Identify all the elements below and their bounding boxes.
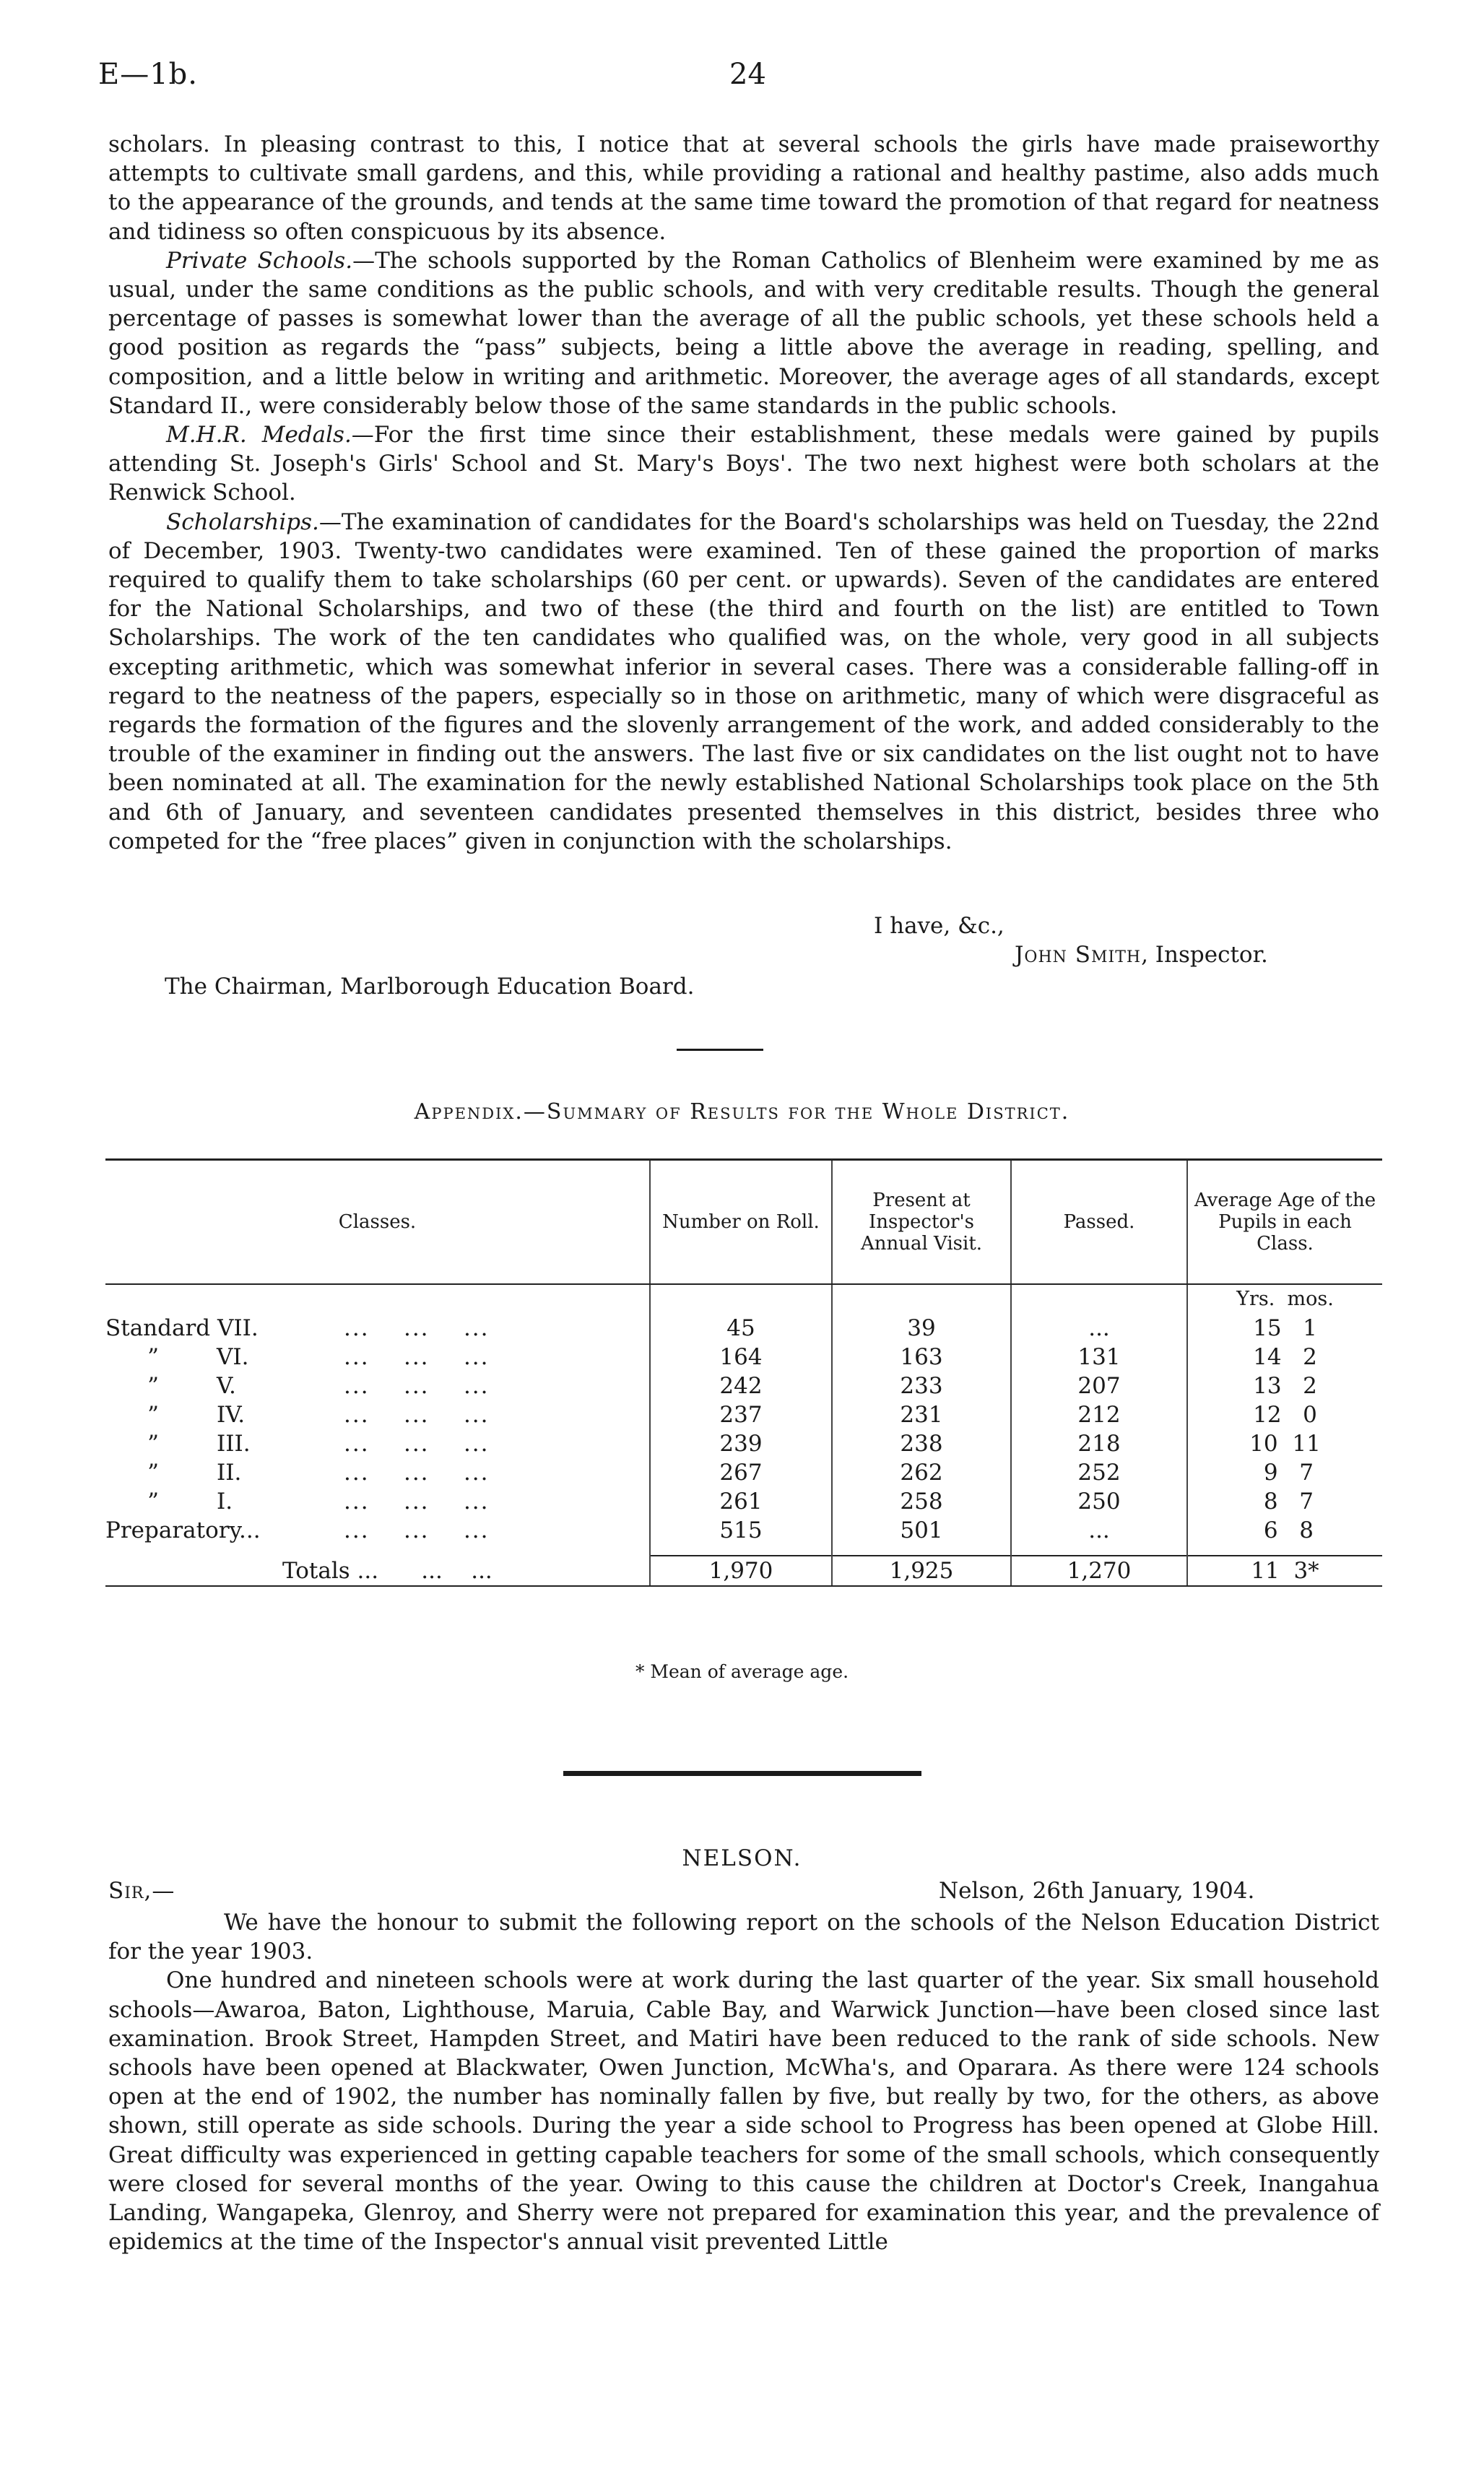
medals-text: —For the first time since their establishment, these medals were gained by pupils attending St. Joseph's Girls' School and St. Mary's Boys'. The two next highest were both scholars at the Renwick School. [108, 422, 1379, 506]
column-header-age: Average Age of the Pupils in each Class. [1187, 1160, 1382, 1285]
parliamentary-paper-code: E—1b. [98, 58, 198, 91]
roll-cell: 242 [650, 1372, 832, 1400]
present-cell: 163 [832, 1343, 1011, 1372]
table-row [105, 1429, 1382, 1458]
age-cell: 6 8 [1187, 1516, 1382, 1545]
roll-cell: 267 [650, 1458, 832, 1487]
section-divider [677, 1049, 763, 1051]
table-row [105, 1516, 1382, 1545]
passed-cell: 252 [1011, 1458, 1187, 1487]
class-label: Standard VII. [105, 1315, 259, 1341]
totals-roll: 1,970 [650, 1556, 832, 1586]
results-table [105, 1158, 1382, 1587]
column-header-roll: Number on Roll. [650, 1160, 832, 1285]
table-row [105, 1458, 1382, 1487]
leader-dots: ... ... ... [344, 1315, 490, 1341]
age-cell: 10 11 [1187, 1429, 1382, 1458]
roll-cell: 515 [650, 1516, 832, 1545]
class-cell [105, 1314, 650, 1343]
leader-dots: ... ... ... [344, 1460, 490, 1486]
class-label: ” II. [147, 1460, 242, 1486]
nelson-body [108, 1908, 1379, 2256]
class-label: ” III. [147, 1431, 251, 1457]
nelson-heading: NELSON. [682, 1845, 802, 1871]
table-row [105, 1343, 1382, 1372]
age-cell: 13 2 [1187, 1372, 1382, 1400]
age-cell: 15 1 [1187, 1314, 1382, 1343]
age-cell: 12 0 [1187, 1400, 1382, 1429]
age-units: Yrs. mos. [1187, 1284, 1382, 1314]
closing-line: I have, &c., [874, 913, 1004, 939]
page-number: 24 [729, 58, 766, 91]
age-cell: 9 7 [1187, 1458, 1382, 1487]
passed-cell: 218 [1011, 1429, 1187, 1458]
dateline: Nelson, 26th January, 1904. [939, 1878, 1255, 1904]
leader-dots: ... ... ... [344, 1489, 490, 1515]
report-body [108, 130, 1379, 856]
private-schools-text: —The schools supported by the Roman Catholics of Blenheim were examined by me as usual, under the same conditions as the public schools, and with very creditable results. Though the general percentage of passes is somewhat lower than the average of all the public schools, yet these schools held a good position as regards the “pass” subjects, being a little above the average in reading, spelling, and composition, and a little below in writing and arithmetic. Moreover, the average ages of all standards, except Standard II., were considerably below those of the same standards in the public schools. [108, 247, 1380, 419]
passed-cell: ... [1011, 1314, 1187, 1343]
totals-passed: 1,270 [1011, 1556, 1187, 1586]
roll-cell: 239 [650, 1429, 832, 1458]
signature-name: John Smith [1015, 942, 1142, 968]
signature-title: , Inspector. [1141, 942, 1268, 968]
leader-dots: ... ... ... [344, 1402, 490, 1428]
class-cell [105, 1343, 650, 1372]
class-cell [105, 1372, 650, 1400]
paragraph-gardens: scholars. In pleasing contrast to this, I notice that at several schools the girls have made praiseworthy attempts to cultivate small gardens, and this, while providing a rational and healthy pastime, also adds much to the appearance of the grounds, and tends at the same time toward the promotion of that regard for neatness and tidiness so often conspicuous by its absence. [108, 131, 1379, 245]
age-cell: 8 7 [1187, 1487, 1382, 1516]
results-body [105, 1284, 1382, 1586]
class-cell [105, 1400, 650, 1429]
heading-private-schools: Private Schools. [166, 247, 353, 274]
leader-dots: ... ... ... [344, 1344, 490, 1370]
present-cell: 262 [832, 1458, 1011, 1487]
addressee: The Chairman, Marlborough Education Board. [165, 974, 695, 1000]
signature [1015, 942, 1268, 968]
class-cell [105, 1458, 650, 1487]
table-header-row [105, 1160, 1382, 1285]
roll-cell: 164 [650, 1343, 832, 1372]
table-row [105, 1372, 1382, 1400]
appendix-title: Appendix.—Summary of Results for the Whole District. [414, 1099, 1070, 1125]
table-row [105, 1314, 1382, 1343]
present-cell: 231 [832, 1400, 1011, 1429]
present-cell: 39 [832, 1314, 1011, 1343]
paragraph-scholarships [108, 508, 1379, 856]
totals-label: Totals ... ... ... [105, 1556, 650, 1586]
class-label: ” VI. [147, 1344, 249, 1370]
paragraph-nelson-intro: We have the honour to submit the following report on the schools of the Nelson Education District for the year 1903. [108, 1910, 1379, 1965]
class-label: ” V. [147, 1373, 236, 1399]
passed-cell: 207 [1011, 1372, 1187, 1400]
roll-cell: 45 [650, 1314, 832, 1343]
leader-dots: ... ... ... [344, 1431, 490, 1457]
heading-scholarships: Scholarships. [166, 508, 319, 535]
footnote: * Mean of average age. [635, 1661, 849, 1682]
leader-dots: ... ... ... [344, 1517, 490, 1543]
section-divider-thick [563, 1771, 921, 1776]
passed-cell: 250 [1011, 1487, 1187, 1516]
totals-row [105, 1556, 1382, 1586]
paragraph-medals [108, 420, 1379, 508]
class-cell [105, 1516, 650, 1545]
salutation: Sir,— [108, 1878, 175, 1904]
column-header-classes: Classes. [105, 1160, 650, 1285]
paragraph-private-schools [108, 246, 1379, 420]
totals-present: 1,925 [832, 1556, 1011, 1586]
roll-cell: 237 [650, 1400, 832, 1429]
passed-cell: ... [1011, 1516, 1187, 1545]
paragraph-nelson-schools: One hundred and nineteen schools were at work during the last quarter of the year. Six small household schools—Awaroa, Baton, Lighthouse, Maruia, Cable Bay, and Warwick Junction—have been closed since last examination. Brook Street, Hampden Street, and Matiri have been reduced to the rank of side schools. New schools have been opened at Blackwater, Owen Junction, McWha's, and Oparara. As there were 124 schools open at the end of 1902, the number has nominally fallen by five, but really by two, for the others, as above shown, still operate as side schools. During the year a side school to Progress has been opened at Globe Hill. Great difficulty was experienced in getting capable teachers for some of the small schools, which consequently were closed for several months of the year. Owing to this cause the children at Doctor's Creek, Inangahua Landing, Wangapeka, Glenroy, and Sherry were not prepared for examination this year, and the prevalence of epidemics at the time of the Inspector's annual visit prevented Little [108, 1967, 1379, 2256]
class-label: ” IV. [147, 1402, 246, 1428]
class-label: Preparatory... [105, 1517, 261, 1543]
class-label: ” I. [147, 1489, 233, 1515]
passed-cell: 212 [1011, 1400, 1187, 1429]
present-cell: 258 [832, 1487, 1011, 1516]
class-cell [105, 1429, 650, 1458]
table-row [105, 1487, 1382, 1516]
passed-cell: 131 [1011, 1343, 1187, 1372]
units-row [105, 1284, 1382, 1314]
present-cell: 501 [832, 1516, 1011, 1545]
class-cell [105, 1487, 650, 1516]
heading-medals: M.H.R. Medals. [166, 422, 352, 449]
roll-cell: 261 [650, 1487, 832, 1516]
column-header-present: Present at Inspector's Annual Visit. [832, 1160, 1011, 1285]
present-cell: 238 [832, 1429, 1011, 1458]
spacer-row [105, 1545, 1382, 1556]
table-row [105, 1400, 1382, 1429]
age-cell: 14 2 [1187, 1343, 1382, 1372]
present-cell: 233 [832, 1372, 1011, 1400]
scholarships-text: —The examination of candidates for the Board's scholarships was held on Tuesday, the 22nd of December, 1903. Twenty-two candidates were examined. Ten of these gained the proportion of marks required to qualify them to take scholarships (60 per cent. or upwards). Seven of the candidates are entered for the National Scholarships, and two of these (the third and fourth on the list) are entitled to Town Scholarships. The work of the ten candidates who qualified was, on the whole, very good in all subjects excepting arithmetic, which was somewhat inferior in several cases. There was a considerable falling-off in regard to the neatness of the papers, especially so in those on arithmetic, many of which were disgraceful as regards the formation of the figures and the slovenly arrangement of the work, and added considerably to the trouble of the examiner in finding out the answers. The last five or six candidates on the list ought not to have been nominated at all. The examination for the newly established National Scholarships took place on the 5th and 6th of January, and seventeen candidates presented themselves in this district, besides three who competed for the “free places” given in conjunction with the scholarships. [108, 508, 1379, 854]
column-header-passed: Passed. [1011, 1160, 1187, 1285]
leader-dots: ... ... ... [344, 1373, 490, 1399]
totals-age: 11 3* [1187, 1556, 1382, 1586]
